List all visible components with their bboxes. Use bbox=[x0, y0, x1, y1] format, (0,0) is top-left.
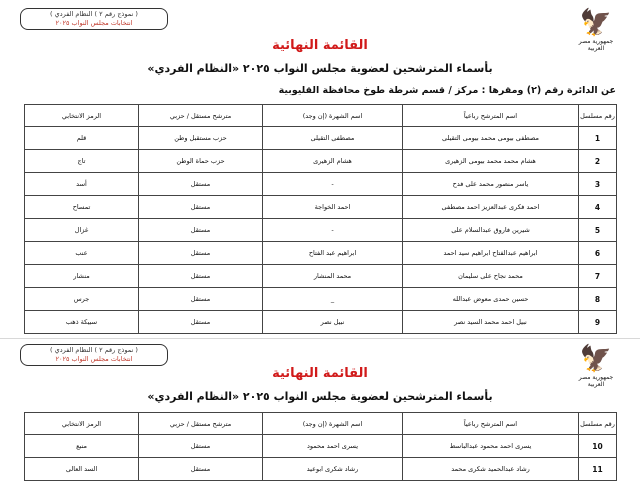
row-affiliation: مستقل bbox=[139, 219, 263, 242]
header-affiliation: مترشح مستقل / حزبي bbox=[139, 413, 263, 435]
header-nickname: اسم الشهرة (إن وجد) bbox=[263, 413, 403, 435]
row-name: احمد فكرى عبدالعزيز احمد مصطفى bbox=[403, 196, 579, 219]
row-name: ياسر منصور محمد على فدح bbox=[403, 173, 579, 196]
eagle-icon: 🦅 bbox=[579, 8, 613, 38]
row-affiliation: حزب مستقبل وطن bbox=[139, 127, 263, 150]
row-symbol: قلم bbox=[25, 127, 139, 150]
row-num: 1 bbox=[579, 127, 617, 150]
row-nickname: - bbox=[263, 219, 403, 242]
table-row bbox=[25, 173, 617, 196]
row-num: 7 bbox=[579, 265, 617, 288]
page-subtitle: بأسماء المترشحين لعضوية مجلس النواب ٢٠٢٥ «النظام الفردي» bbox=[147, 62, 493, 75]
row-nickname: محمد المنشار bbox=[263, 265, 403, 288]
table-row bbox=[25, 196, 617, 219]
row-symbol: تمساح bbox=[25, 196, 139, 219]
row-symbol: جرس bbox=[25, 288, 139, 311]
row-name: محمد نجاح على سليمان bbox=[403, 265, 579, 288]
table-row bbox=[25, 150, 617, 173]
candidates-table bbox=[24, 412, 617, 481]
row-affiliation: مستقل bbox=[139, 242, 263, 265]
header-num: رقم مسلسل bbox=[579, 105, 617, 127]
row-num: 8 bbox=[579, 288, 617, 311]
header-name: اسم المترشح رباعياً bbox=[403, 105, 579, 127]
row-num: 10 bbox=[579, 435, 617, 458]
eagle-icon: 🦅 bbox=[579, 344, 613, 374]
row-num: 2 bbox=[579, 150, 617, 173]
row-symbol: تاج bbox=[25, 150, 139, 173]
page-title: القائمة النهائية bbox=[272, 38, 368, 53]
form-number-box bbox=[20, 8, 168, 30]
row-num: 11 bbox=[579, 458, 617, 481]
row-symbol: سبيكة ذهب bbox=[25, 311, 139, 334]
row-symbol: السد العالى bbox=[25, 458, 139, 481]
row-nickname: - bbox=[263, 173, 403, 196]
row-nickname: رشاد شكرى ابوعيد bbox=[263, 458, 403, 481]
row-symbol: عنب bbox=[25, 242, 139, 265]
row-name: مصطفى بيومى محمد بيومى التقيلى bbox=[403, 127, 579, 150]
row-num: 5 bbox=[579, 219, 617, 242]
table-row bbox=[25, 435, 617, 458]
row-affiliation: حزب حماة الوطن bbox=[139, 150, 263, 173]
row-symbol: أسد bbox=[25, 173, 139, 196]
row-name: ابراهيم عبدالفتاح ابراهيم سيد احمد bbox=[403, 242, 579, 265]
row-nickname: هشام الزهيرى bbox=[263, 150, 403, 173]
row-affiliation: مستقل bbox=[139, 196, 263, 219]
header-symbol: الرمز الانتخابي bbox=[25, 105, 139, 127]
header-num: رقم مسلسل bbox=[579, 413, 617, 435]
table-row bbox=[25, 458, 617, 481]
row-nickname: يسرى احمد محمود bbox=[263, 435, 403, 458]
row-affiliation: مستقل bbox=[139, 265, 263, 288]
table-row bbox=[25, 242, 617, 265]
row-name: نبيل احمد محمد السيد نصر bbox=[403, 311, 579, 334]
row-affiliation: مستقل bbox=[139, 311, 263, 334]
table-row bbox=[25, 219, 617, 242]
form-number-line: ( نموذج رقم ٢ ) النظام الفردي ) bbox=[50, 346, 138, 354]
form-number-box bbox=[20, 344, 168, 366]
row-num: 9 bbox=[579, 311, 617, 334]
form-number-line: ( نموذج رقم ٢ ) النظام الفردي ) bbox=[50, 10, 138, 18]
page-title: القائمة النهائية bbox=[272, 366, 368, 381]
row-num: 3 bbox=[579, 173, 617, 196]
row-nickname: ابراهيم عبد الفتاح bbox=[263, 242, 403, 265]
election-line: انتخابات مجلس النواب ٢٠٢٥ bbox=[55, 19, 133, 27]
document-page-2 bbox=[0, 340, 640, 486]
table-row bbox=[25, 265, 617, 288]
row-name: حسين حمدى معوض عبدالله bbox=[403, 288, 579, 311]
table-row bbox=[25, 311, 617, 334]
header-name: اسم المترشح رباعياً bbox=[403, 413, 579, 435]
row-name: هشام محمد محمد بيومى الزهيرى bbox=[403, 150, 579, 173]
row-num: 4 bbox=[579, 196, 617, 219]
row-num: 6 bbox=[579, 242, 617, 265]
page-separator bbox=[0, 338, 640, 339]
header-symbol: الرمز الانتخابي bbox=[25, 413, 139, 435]
table-header-row bbox=[25, 413, 617, 435]
row-symbol: منبع bbox=[25, 435, 139, 458]
row-affiliation: مستقل bbox=[139, 173, 263, 196]
election-line: انتخابات مجلس النواب ٢٠٢٥ bbox=[55, 355, 133, 363]
row-nickname: مصطفى التقيلى bbox=[263, 127, 403, 150]
table-row bbox=[25, 127, 617, 150]
row-name: يسرى احمد محمود عبدالباسط bbox=[403, 435, 579, 458]
district-line: عن الدائرة رقم (٢) ومقرها : مركز / قسم شرطة طوخ محافظة القليوبية bbox=[278, 85, 616, 96]
row-affiliation: مستقل bbox=[139, 435, 263, 458]
candidates-table bbox=[24, 104, 617, 334]
emblem-label: جمهورية مصر العربية bbox=[578, 374, 614, 388]
row-name: شيرين فاروق عبدالسلام على bbox=[403, 219, 579, 242]
table-row bbox=[25, 288, 617, 311]
row-symbol: منشار bbox=[25, 265, 139, 288]
row-affiliation: مستقل bbox=[139, 288, 263, 311]
table-header-row bbox=[25, 105, 617, 127]
emblem-label: جمهورية مصر العربية bbox=[578, 38, 614, 52]
header-nickname: اسم الشهرة (إن وجد) bbox=[263, 105, 403, 127]
row-nickname: نبيل نصر bbox=[263, 311, 403, 334]
row-affiliation: مستقل bbox=[139, 458, 263, 481]
header-affiliation: مترشح مستقل / حزبي bbox=[139, 105, 263, 127]
row-nickname: احمد الخواجة bbox=[263, 196, 403, 219]
row-name: رشاد عبدالحميد شكرى محمد bbox=[403, 458, 579, 481]
row-symbol: غزال bbox=[25, 219, 139, 242]
page-subtitle: بأسماء المترشحين لعضوية مجلس النواب ٢٠٢٥ «النظام الفردي» bbox=[147, 390, 493, 403]
row-nickname: _ bbox=[263, 288, 403, 311]
